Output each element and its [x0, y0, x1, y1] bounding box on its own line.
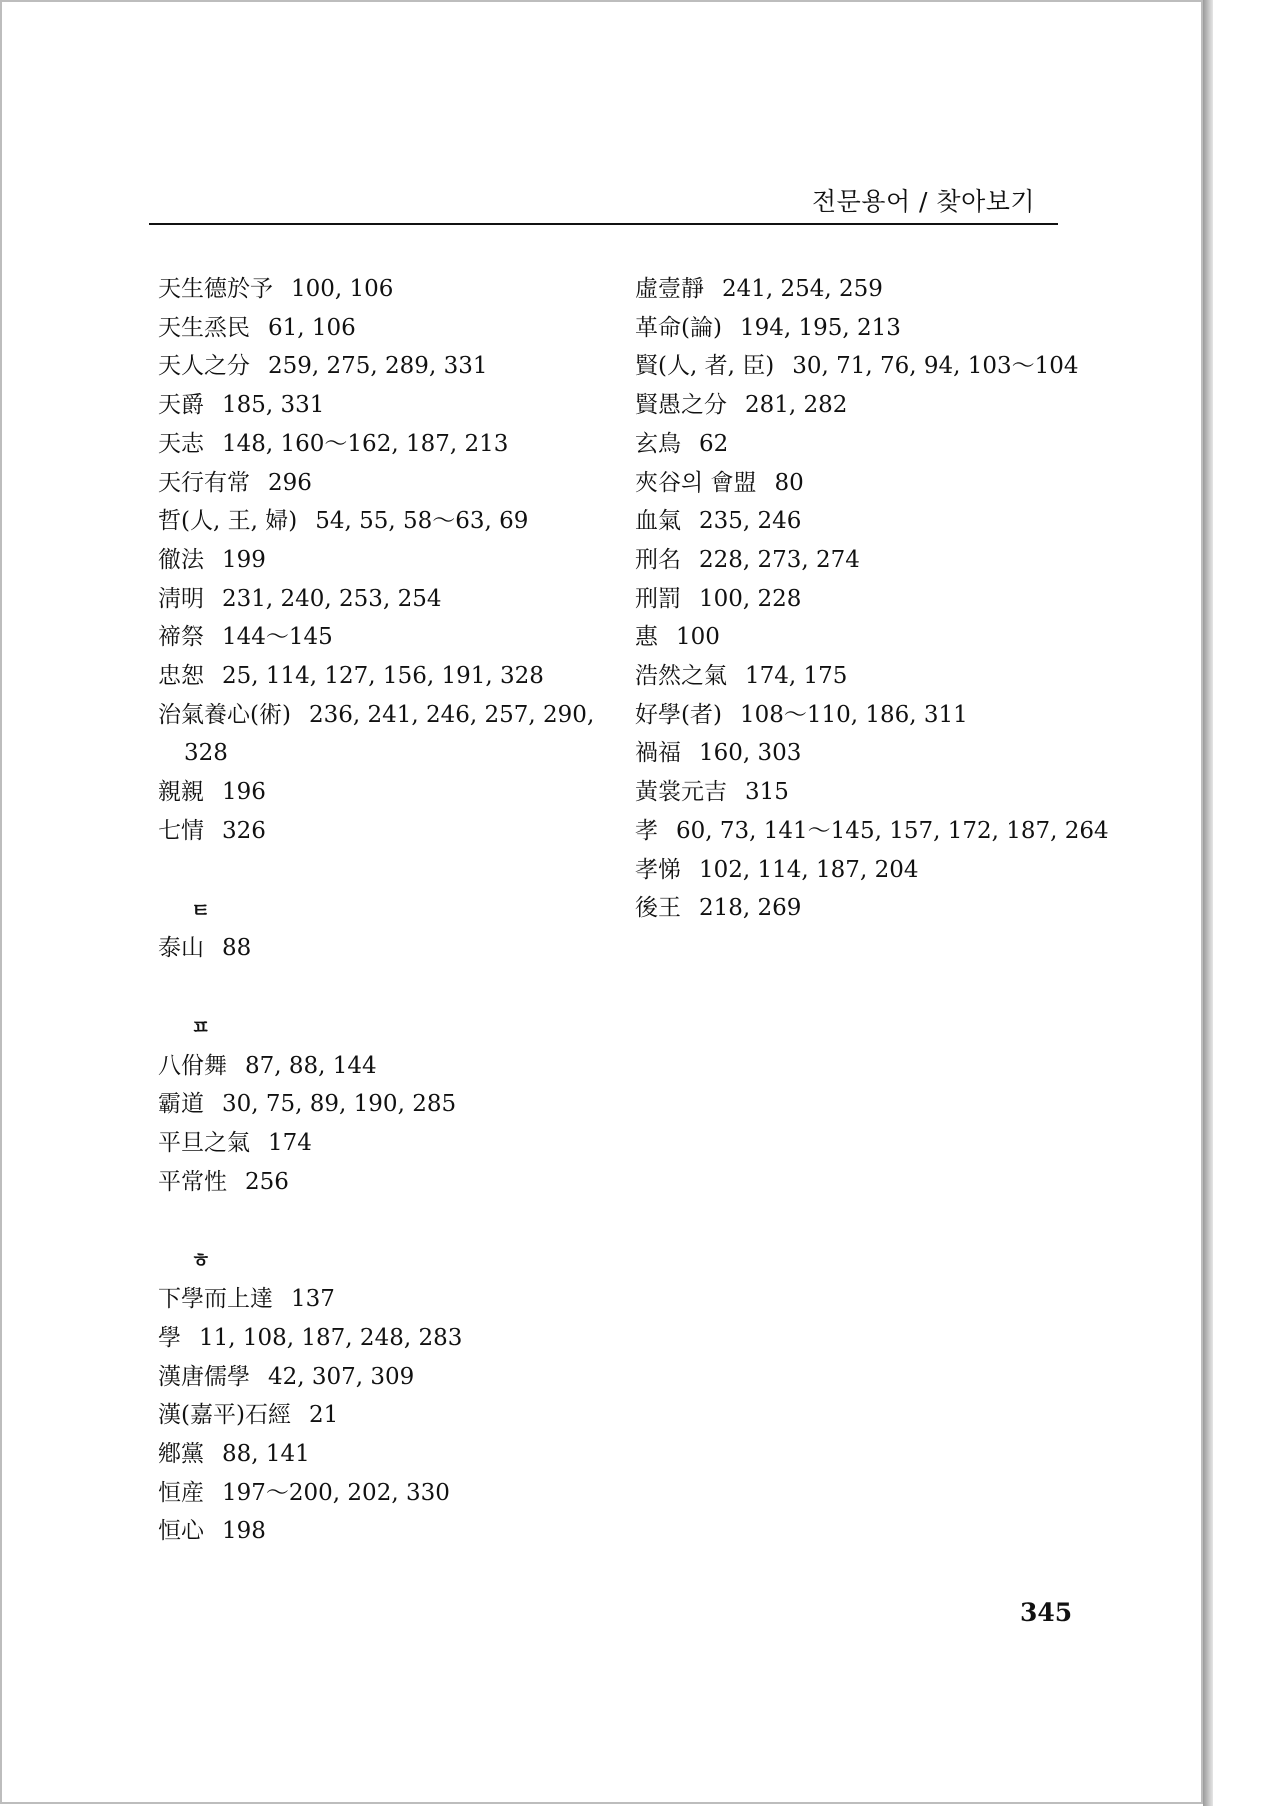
index-term: 天人之分 — [158, 353, 250, 380]
index-page-refs: 235, 246 — [699, 508, 802, 535]
index-page-refs: 102, 114, 187, 204 — [699, 856, 919, 883]
index-term: 刑名 — [635, 546, 681, 573]
index-term: 惠 — [635, 624, 658, 651]
index-page-refs: 228, 273, 274 — [699, 546, 860, 573]
page-number: 345 — [1020, 1598, 1073, 1627]
index-entry — [158, 464, 598, 503]
index-entry — [158, 1163, 598, 1202]
index-entry — [158, 812, 598, 851]
index-entry — [635, 696, 1105, 735]
index-page-refs: 197～200, 202, 330 — [222, 1479, 450, 1506]
index-page-refs: 196 — [222, 779, 266, 806]
index-entry — [158, 1280, 598, 1319]
index-term: 虛壹靜 — [635, 276, 704, 302]
index-page-refs: 281, 282 — [745, 392, 848, 419]
index-page-refs: 88, 141 — [222, 1440, 310, 1467]
index-term: 血氣 — [635, 508, 681, 535]
index-entry — [635, 812, 1109, 851]
header-rule — [149, 223, 1058, 225]
index-term: 哲(人, 王, 婦) — [158, 508, 298, 535]
index-term: 下學而上達 — [158, 1286, 273, 1313]
index-term: 忠恕 — [158, 663, 204, 690]
index-term: 天爵 — [158, 392, 204, 419]
index-page-refs: 87, 88, 144 — [245, 1052, 377, 1079]
index-page-refs: 80 — [774, 469, 804, 496]
index-page-refs: 199 — [222, 546, 266, 573]
index-term: 黃裳元吉 — [635, 779, 727, 806]
index-entry — [635, 734, 1105, 773]
index-page-refs: 160, 303 — [699, 740, 802, 767]
index-entry — [158, 580, 598, 619]
index-page-refs: 42, 307, 309 — [268, 1363, 415, 1390]
index-entry — [158, 1396, 598, 1435]
index-entry — [158, 1512, 598, 1551]
index-entry — [158, 1124, 598, 1163]
index-column-left — [158, 270, 598, 1551]
index-column-right — [635, 270, 1109, 928]
index-entry — [158, 425, 598, 464]
index-page-refs: 30, 75, 89, 190, 285 — [222, 1091, 457, 1118]
index-term: 禍福 — [635, 740, 681, 767]
index-page-refs: 231, 240, 253, 254 — [222, 585, 442, 612]
index-term: 禘祭 — [158, 624, 204, 651]
index-term: 革命(論) — [635, 314, 722, 341]
index-term: 好學(者) — [635, 701, 722, 728]
index-term: 天志 — [158, 430, 204, 457]
index-entry — [158, 1358, 598, 1397]
index-term: 恒心 — [158, 1518, 204, 1545]
index-term: 刑罰 — [635, 585, 681, 612]
index-term: 孝 — [635, 817, 658, 844]
index-page-refs: 108～110, 186, 311 — [739, 701, 968, 728]
index-entry — [635, 618, 1105, 657]
index-page-refs: 60, 73, 141～145, 157, 172, 187, 264 — [676, 817, 1109, 844]
index-entry — [158, 1047, 598, 1086]
index-page-refs: 174, 175 — [745, 663, 848, 690]
index-term: 天生德於予 — [158, 276, 273, 302]
index-page-refs: 100 — [676, 624, 720, 651]
index-entry — [158, 502, 598, 541]
index-term: 霸道 — [158, 1091, 204, 1118]
index-page-refs: 54, 55, 58～63, 69 — [315, 508, 529, 535]
index-term: 鄕黨 — [158, 1440, 204, 1467]
index-section-list — [158, 891, 598, 1552]
index-term: 學 — [158, 1324, 181, 1351]
index-entry — [635, 773, 1105, 812]
index-term: 泰山 — [158, 935, 204, 962]
index-term: 恒産 — [158, 1479, 204, 1506]
index-page-refs: 25, 114, 127, 156, 191, 328 — [222, 663, 544, 690]
index-entry — [635, 464, 1105, 503]
index-page-refs: 61, 106 — [268, 314, 356, 341]
index-page-refs: 88 — [222, 935, 252, 962]
index-entry — [158, 1435, 598, 1474]
index-page-refs: 174 — [268, 1130, 312, 1157]
index-page-refs: 21 — [308, 1402, 339, 1429]
running-header: 전문용어 / 찾아보기 — [812, 187, 1036, 216]
index-term: 親親 — [158, 779, 204, 806]
index-page-refs: 30, 71, 76, 94, 103～104 — [792, 353, 1079, 380]
index-entry — [158, 1085, 598, 1124]
index-page-refs-continuation: 328 — [184, 740, 228, 767]
index-page-refs: 241, 254, 259 — [722, 276, 883, 302]
index-term: 天行有常 — [158, 469, 250, 496]
index-entry — [158, 1474, 598, 1513]
index-entry — [635, 425, 1105, 464]
index-entry — [635, 309, 1105, 348]
index-term: 賢愚之分 — [635, 392, 727, 419]
index-term: 治氣養心(術) — [158, 701, 291, 728]
index-term: 平常性 — [158, 1168, 227, 1195]
index-term: 八佾舞 — [158, 1052, 227, 1079]
index-page-refs: 100, 228 — [699, 585, 802, 612]
index-entry — [158, 386, 598, 425]
index-term: 浩然之氣 — [635, 663, 727, 690]
index-page-refs: 198 — [222, 1518, 266, 1545]
index-page-refs: 296 — [268, 469, 312, 496]
index-entry — [635, 386, 1105, 425]
index-term: 玄鳥 — [635, 430, 681, 457]
index-entry — [158, 657, 598, 696]
index-entry — [158, 929, 598, 968]
index-page-refs: 259, 275, 289, 331 — [268, 353, 488, 380]
index-page-refs: 236, 241, 246, 257, 290, — [308, 701, 595, 728]
index-entry — [635, 851, 1105, 890]
index-page-refs: 100, 106 — [291, 276, 394, 302]
index-section-heading: ㅍ — [191, 1014, 211, 1039]
index-entry — [158, 347, 598, 386]
index-entry-list — [635, 270, 1109, 928]
index-entry — [158, 696, 598, 735]
index-page-refs: 256 — [245, 1168, 289, 1195]
index-page-refs: 62 — [699, 430, 729, 457]
index-entry — [635, 580, 1105, 619]
index-page-refs: 148, 160～162, 187, 213 — [222, 430, 509, 457]
index-term: 天生烝民 — [158, 314, 250, 341]
index-term: 賢(人, 者, 臣) — [635, 353, 775, 380]
index-entry — [158, 541, 598, 580]
index-entry — [158, 309, 598, 348]
index-term: 後王 — [635, 895, 681, 922]
index-entry — [158, 773, 598, 812]
index-term: 漢唐儒學 — [158, 1363, 250, 1390]
index-page-refs: 194, 195, 213 — [739, 314, 901, 341]
index-term: 徹法 — [158, 546, 204, 573]
index-entry — [158, 270, 598, 309]
index-entry — [635, 889, 1105, 928]
page-edge-shadow — [1203, 0, 1213, 1806]
index-section-heading: ㅌ — [191, 897, 211, 922]
index-term: 漢(嘉平)石經 — [158, 1402, 291, 1429]
index-page-refs: 326 — [222, 817, 266, 844]
index-term: 淸明 — [158, 585, 204, 612]
index-term: 孝悌 — [635, 856, 681, 883]
index-page-refs: 144～145 — [222, 624, 333, 651]
index-term: 七情 — [158, 817, 204, 844]
index-entry — [635, 657, 1105, 696]
index-entry — [635, 347, 1105, 386]
index-page-refs: 11, 108, 187, 248, 283 — [199, 1324, 463, 1351]
index-entry — [635, 502, 1105, 541]
index-page-refs: 137 — [291, 1286, 335, 1313]
index-entry — [158, 618, 598, 657]
index-page-refs: 185, 331 — [222, 392, 325, 419]
index-entry-list — [158, 270, 598, 851]
index-section-heading: ㅎ — [191, 1248, 211, 1273]
index-term: 平旦之氣 — [158, 1130, 250, 1157]
index-page-refs: 218, 269 — [699, 895, 802, 922]
index-entry — [635, 541, 1105, 580]
index-term: 夾谷의 會盟 — [635, 469, 757, 496]
index-entry — [635, 270, 1105, 309]
index-entry — [158, 1319, 598, 1358]
index-page-refs: 315 — [745, 779, 789, 806]
